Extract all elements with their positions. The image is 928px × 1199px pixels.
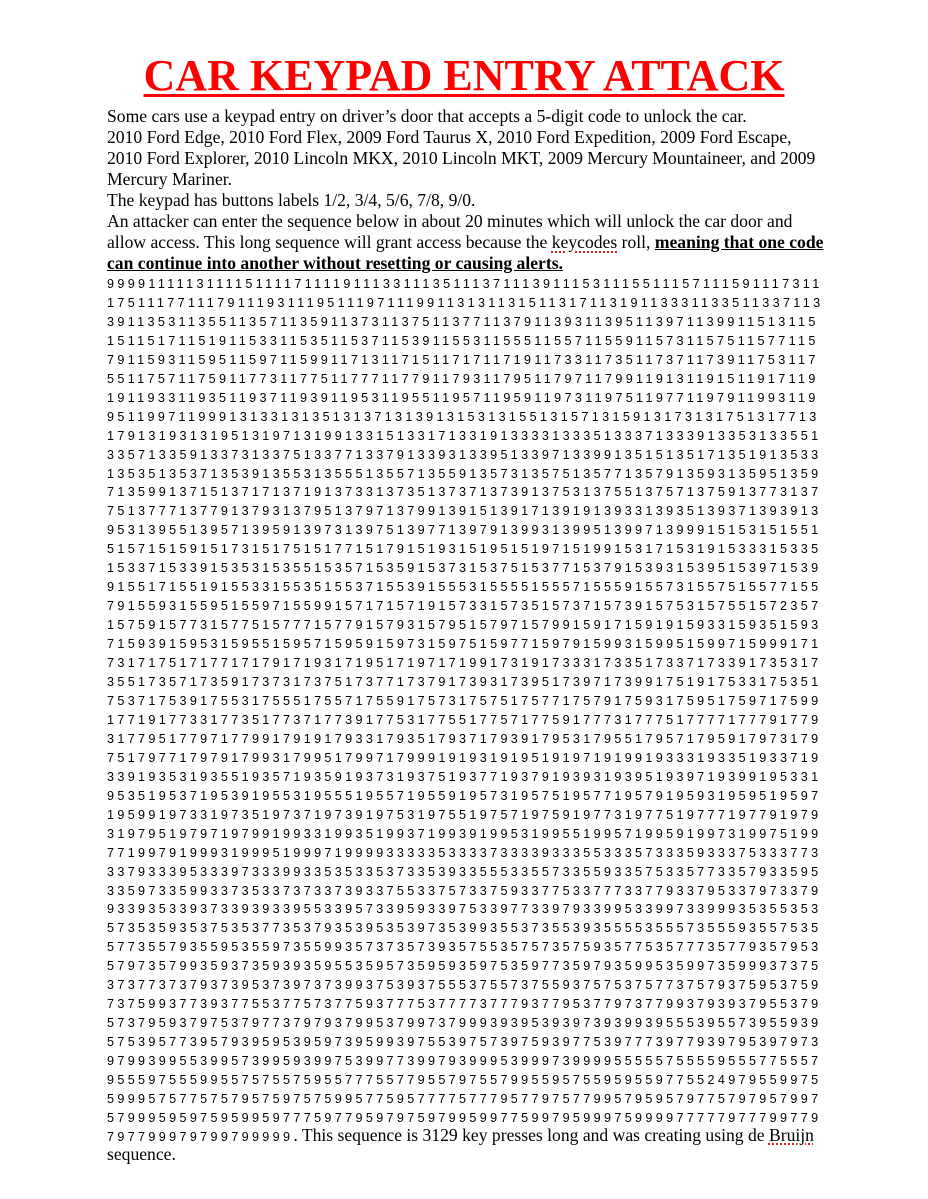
sequence-block xyxy=(107,274,829,1163)
spellcheck-word-bruijn: Bruijn xyxy=(768,1124,814,1145)
page-title: CAR KEYPAD ENTRY ATTACK xyxy=(143,51,785,100)
document-body xyxy=(107,106,825,1163)
attack-text: An attacker can enter the sequence below in about 20 minutes which will unlock the car door and allow access. This long sequence will grant access because the xyxy=(107,211,793,252)
attack-emphasis: meaning that one code can continue into another without resetting or causing alerts. xyxy=(107,232,824,273)
intro-paragraph: Some cars use a keypad entry on driver’s door that accepts a 5-digit code to unlock the car. xyxy=(107,106,747,126)
attack-paragraph xyxy=(107,211,825,274)
closing-text-b: sequence. xyxy=(107,1143,176,1164)
spellcheck-word-keycodes: keycodes xyxy=(551,232,618,252)
closing-text-a: . This sequence is 3129 key presses long and was creating using de xyxy=(293,1124,769,1145)
buttons-paragraph: The keypad has buttons labels 1/2, 3/4, 5/6, 7/8, 9/0. xyxy=(107,190,476,210)
attack-text-roll: roll, xyxy=(617,232,655,252)
de-bruijn-sequence: 9999111113111151111711119111331113511137111391115311155111571115911173111751117711179111931119511197111991131311315113171131911333113351133711339113531135511357113591137311375113771137911393113951139711399115131151511517115191153311535115371153911553115551155711559115731157511577115791159311595115971159911713117151171711719117331173511737117391175311755117571175911773117751177711779117931179511797117991191311915119171191911933119351193711939119531195511957119591197311975119771197911993119951199711999131331313513137131391315313155131571315913173131751317713179131931319513197131991331513317133191333313335133371333913353133551335713359133731337513377133791339313395133971339913515135171351913533135351353713539135531355513557135591357313575135771357913593135951359713599137151371713719137331373513737137391375313755137571375913773137751377713779137931379513797137991391513917139191393313935139371393913953139551395713959139731397513977139791399313995139971399915153151551515715159151731517515177151791519315195151971519915317153191533315335153371533915353153551535715359153731537515377153791539315395153971539915517155191553315535155371553915553155551555715559155731557515577155791559315595155971559915717157191573315735157371573915753157551572357157591577315775157771577915793157951579715799159171591915933159351593715939159531595515957159591597315975159771597915993159951599715999171731717517177171791719317195171971719917319173331733517337173391735317355173571735917373173751737717379173931739517397173991751917533175351753717539175531755517557175591757317575175771757917593175951759717599177191773317735177371773917753177551775717759177731777517777177791779317795177971779917919179331793517937179391795317955179571795917973179751797717979179931799517997179991919319195191971919919333193351933719339193531935519357193591937319375193771937919393193951939719399195331953519537195391955319555195571955919573195751957719579195931959519597195991973319735197371973919753197551975719759197731977519777197791979319795197971979919933199351993719939199531995519957199591997319975199771997919993199951999719999333335333373333933355333573335933375333773337933395333973339933535335373353933555335573355933575335773357933595335973359933735337373373933755337573375933775337773377933795337973379933935339373393933955339573395933975339773397933995339973399935355353573535935375353773537935395353973539935537355393555535557355593557535577355793559535597355993573735739357553575735759357753577735779357953579735799359373593935955359573595935975359773597935995359973599937375373773737937395373973739937539375553755737559375753757737579375953759737599377393775537757377593777537777377793779537797377993793937955379573795937975379773797937995379973799939395393973939939555395573955939575395773957939595395973959939755397573975939775397773977939795397973979939955399573995939975399773997939995399973999955555755559555775557955597555995575755759557775577955797557995595755959559775524979559975599957577575795759757599577595777757779577975779957959579775797957997579995959759599597775977959797597995997759979599975999977777977799779797799979799799999 xyxy=(107,277,824,1144)
models-paragraph: 2010 Ford Edge, 2010 Ford Flex, 2009 Ford Taurus X, 2010 Ford Expedition, 2009 Ford Escape, 2010 Ford Explorer, 2010 Lincoln MKX, 2010 Lincoln MKT, 2009 Mercury Mountaineer, and 2009 Mercury Mariner. xyxy=(107,127,816,189)
